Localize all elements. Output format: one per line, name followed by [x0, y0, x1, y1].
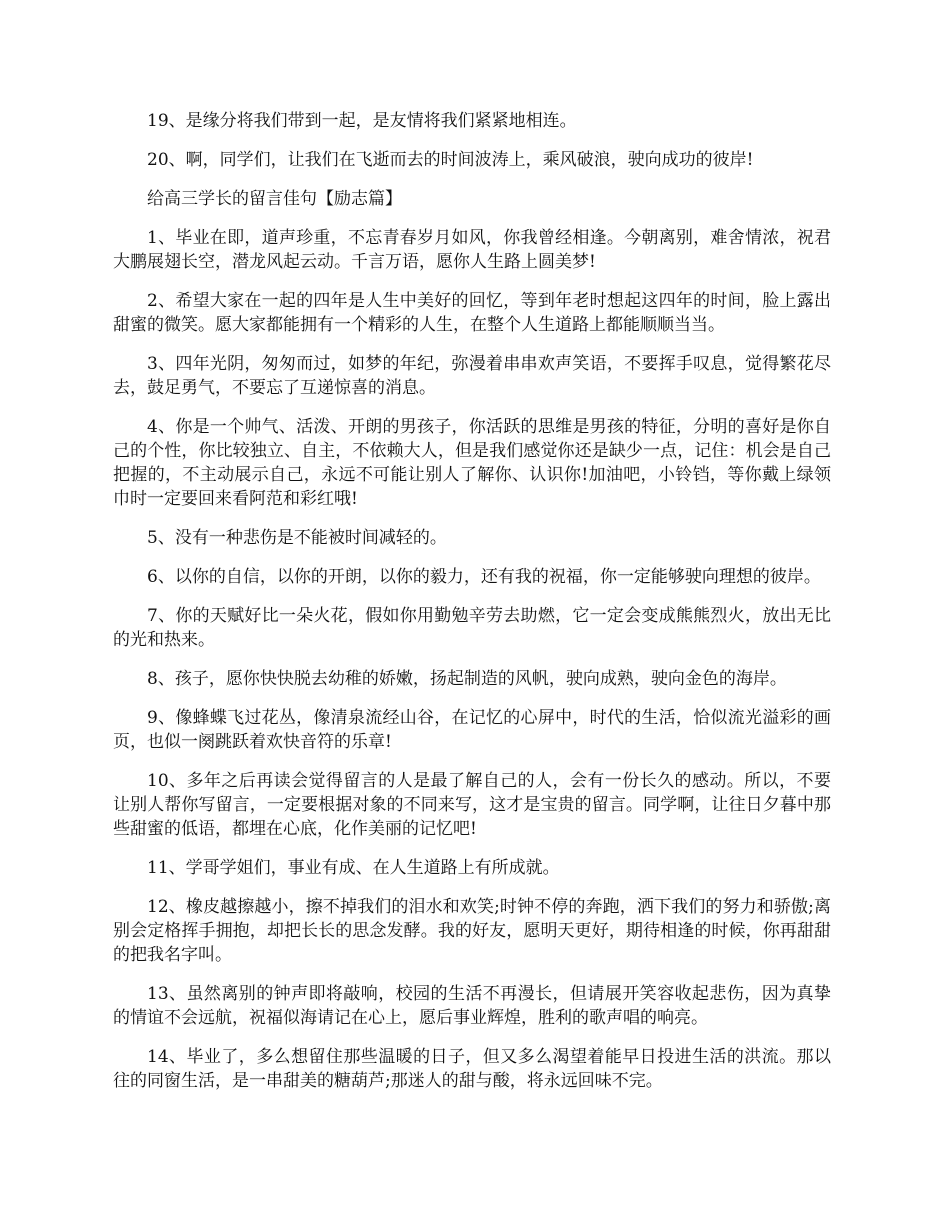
paragraph-20: 20、啊，同学们，让我们在飞逝而去的时间波涛上，乘风破浪，驶向成功的彼岸! [147, 150, 754, 170]
paragraph-4: 4、你是一个帅气、活泼、开朗的男孩子，你活跃的思维是男孩的特征，分明的喜好是你自己的个性，你比较独立、自主，不依赖大人，但是我们感觉你还是缺少一点，记住：机会是自己把握的，不主动展示自己，永远不可能让别人了解你、认识你!加油吧，小铃铛，等你戴上绿领巾时一定要回来看阿范和彩红哦! [113, 417, 831, 509]
paragraph-8: 8、孩子，愿你快快脱去幼稚的娇嫩，扬起制造的风帆，驶向成熟，驶向金色的海岸。 [147, 669, 787, 689]
paragraph-10: 10、多年之后再读会觉得留言的人是最了解自己的人，会有一份长久的感动。所以，不要让别人帮你写留言，一定要根据对象的不同来写，这才是宝贵的留言。同学啊，让往日夕暮中那些甜蜜的低语，都埋在心底，化作美丽的记忆吧! [113, 771, 831, 839]
paragraph-12: 12、橡皮越擦越小，擦不掉我们的泪水和欢笑;时钟不停的奔跑，洒下我们的努力和骄傲;离别会定格挥手拥抱，却把长长的思念发酵。我的好友，愿明天更好，期待相逢的时候，你再甜甜的把我名字叫。 [113, 897, 831, 965]
paragraph-1: 1、毕业在即，道声珍重，不忘青春岁月如风，你我曾经相逢。今朝离别，难舍情浓，祝君大鹏展翅长空，潜龙风起云动。千言万语，愿你人生路上圆美梦! [113, 228, 831, 272]
paragraph-2: 2、希望大家在一起的四年是人生中美好的回忆，等到年老时想起这四年的时间，脸上露出甜蜜的微笑。愿大家都能拥有一个精彩的人生，在整个人生道路上都能顺顺当当。 [113, 291, 831, 335]
paragraph-7: 7、你的天赋好比一朵火花，假如你用勤勉辛劳去助燃，它一定会变成熊熊烈火，放出无比的光和热来。 [113, 606, 831, 650]
paragraph-9: 9、像蜂蝶飞过花丛，像清泉流经山谷，在记忆的心屏中，时代的生活，恰似流光溢彩的画页，也似一阕跳跃着欢快音符的乐章! [113, 708, 831, 752]
paragraph-6: 6、以你的自信，以你的开朗，以你的毅力，还有我的祝福，你一定能够驶向理想的彼岸。 [147, 567, 821, 587]
section-heading: 给高三学长的留言佳句【励志篇】 [147, 189, 402, 209]
paragraph-19: 19、是缘分将我们带到一起，是友情将我们紧紧地相连。 [147, 111, 577, 131]
paragraph-13: 13、虽然离别的钟声即将敲响，校园的生活不再漫长，但请展开笑容收起悲伤，因为真挚的情谊不会远航，祝福似海请记在心上，愿后事业辉煌，胜利的歌声唱的响亮。 [113, 984, 831, 1028]
paragraph-14: 14、毕业了，多么想留住那些温暖的日子，但又多么渴望着能早日投进生活的洪流。那以往的同窗生活，是一串甜美的糖葫芦;那迷人的甜与酸，将永远回味不完。 [113, 1047, 831, 1091]
paragraph-11: 11、学哥学姐们，事业有成、在人生道路上有所成就。 [147, 858, 560, 878]
paragraph-5: 5、没有一种悲伤是不能被时间减轻的。 [147, 528, 447, 548]
paragraph-3: 3、四年光阴，匆匆而过，如梦的年纪，弥漫着串串欢声笑语，不要挥手叹息，觉得繁花尽去，鼓足勇气，不要忘了互递惊喜的消息。 [113, 354, 831, 398]
document-body [113, 109, 831, 1108]
